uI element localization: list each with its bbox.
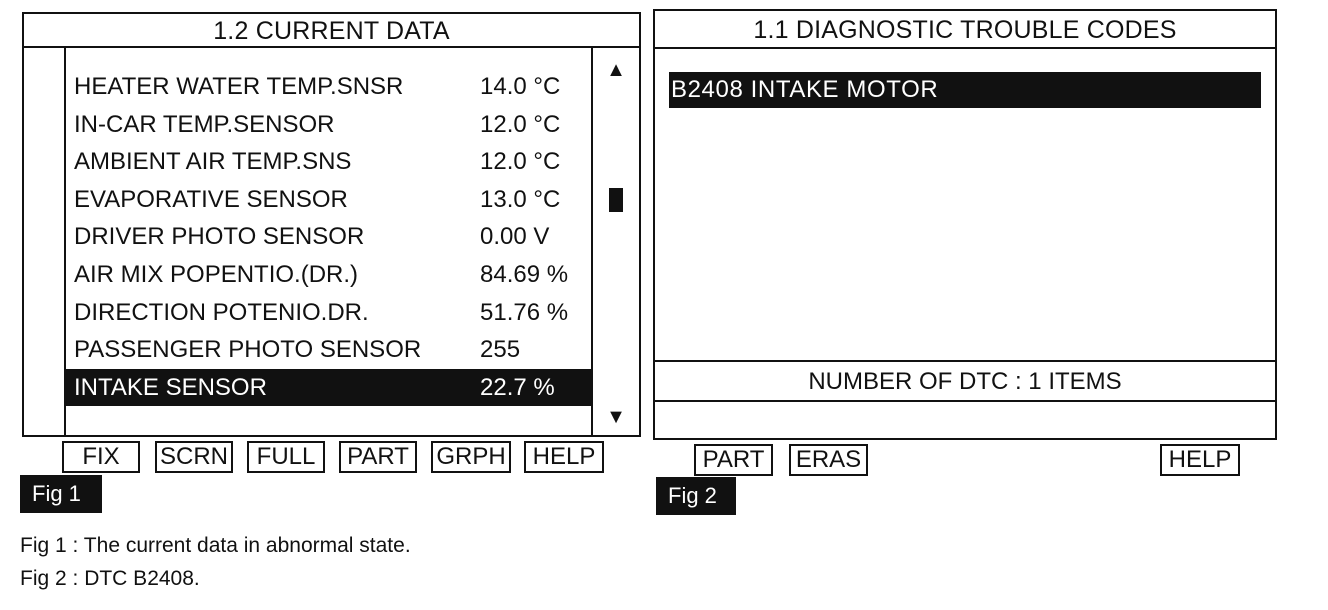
scrollbar[interactable]	[591, 48, 639, 435]
data-row[interactable]	[66, 68, 591, 106]
fig2-label: Fig 2	[656, 477, 736, 515]
data-row-label: INTAKE SENSOR	[74, 373, 267, 401]
dtc-count: NUMBER OF DTC : 1 ITEMS	[655, 360, 1275, 402]
data-row[interactable]	[66, 218, 591, 256]
data-row-label: PASSENGER PHOTO SENSOR	[74, 336, 422, 364]
data-row[interactable]	[66, 106, 591, 144]
data-row-value: 0.00 V	[480, 223, 550, 251]
dtc-panel	[653, 9, 1277, 440]
data-row[interactable]	[66, 294, 591, 332]
data-row-value: 51.76 %	[480, 298, 569, 326]
data-row-value: 13.0 °C	[480, 185, 561, 213]
eras-button[interactable]: ERAS	[789, 444, 868, 476]
current-data-title: 1.2 CURRENT DATA	[24, 14, 639, 48]
part-button[interactable]: PART	[694, 444, 773, 476]
scroll-up-arrow-icon[interactable]: ▲	[606, 59, 626, 81]
data-row-label: DIRECTION POTENIO.DR.	[74, 298, 369, 326]
part-button[interactable]: PART	[339, 441, 417, 473]
data-row-label: EVAPORATIVE SENSOR	[74, 185, 348, 213]
dtc-row-selected[interactable]: B2408 INTAKE MOTOR	[669, 72, 1261, 108]
data-row-value: 84.69 %	[480, 260, 569, 288]
caption-fig1: Fig 1 : The current data in abnormal state.	[20, 534, 411, 557]
data-row-label: IN-CAR TEMP.SENSOR	[74, 110, 335, 138]
help-button[interactable]: HELP	[524, 441, 604, 473]
data-row-label: DRIVER PHOTO SENSOR	[74, 223, 365, 251]
grph-button[interactable]: GRPH	[431, 441, 511, 473]
left-strip	[24, 48, 66, 435]
data-row-label: AMBIENT AIR TEMP.SNS	[74, 148, 352, 176]
data-row[interactable]	[66, 181, 591, 219]
scroll-thumb[interactable]	[609, 188, 623, 212]
full-button[interactable]: FULL	[247, 441, 325, 473]
data-row-value: 22.7 %	[480, 373, 555, 401]
scroll-down-arrow-icon[interactable]: ▼	[606, 406, 626, 428]
scrn-button[interactable]: SCRN	[155, 441, 233, 473]
data-row-label: HEATER WATER TEMP.SNSR	[74, 73, 404, 100]
data-row[interactable]	[66, 256, 591, 294]
data-row-value: 255	[480, 336, 521, 364]
help-button[interactable]: HELP	[1160, 444, 1240, 476]
data-row[interactable]	[66, 331, 591, 369]
data-row-value: 12.0 °C	[480, 148, 561, 176]
data-row-label: AIR MIX POPENTIO.(DR.)	[74, 260, 359, 288]
current-data-list	[66, 68, 591, 406]
current-data-panel	[22, 12, 641, 437]
data-row[interactable]	[66, 143, 591, 181]
data-row-selected[interactable]	[66, 369, 591, 407]
data-row-value: 12.0 °C	[480, 110, 561, 138]
data-row-value: 14.0 °C	[480, 73, 561, 100]
fig1-label: Fig 1	[20, 475, 102, 513]
fix-button[interactable]: FIX	[62, 441, 140, 473]
caption-fig2: Fig 2 : DTC B2408.	[20, 567, 200, 590]
dtc-title: 1.1 DIAGNOSTIC TROUBLE CODES	[655, 11, 1275, 49]
